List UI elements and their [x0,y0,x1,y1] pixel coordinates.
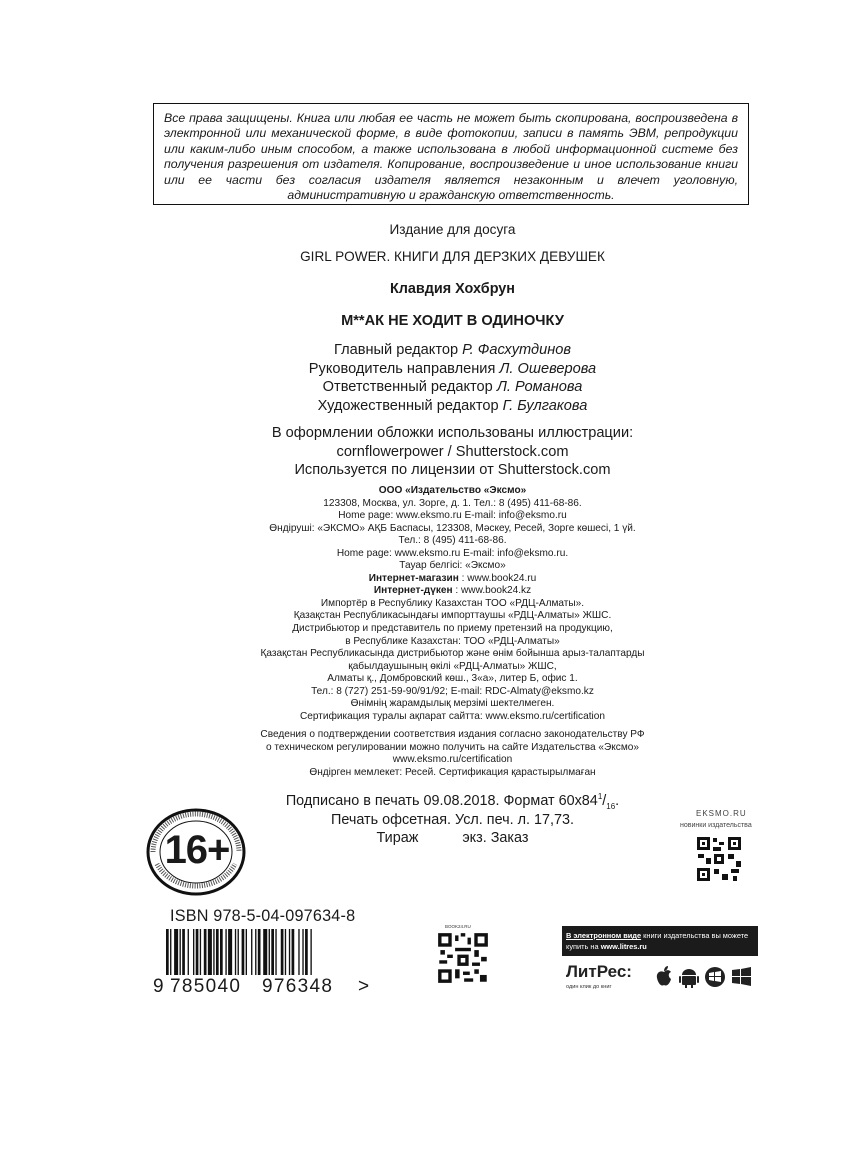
barcode-bar [204,929,207,975]
litres-logo[interactable]: ЛитРес: [566,962,632,981]
barcode-bar [193,929,194,975]
barcode-bar [305,929,308,975]
barcode-digits-right: 976348 [262,976,334,997]
qr-code-eksmo-icon[interactable] [696,836,742,882]
barcode-bar [246,929,247,975]
litres-banner[interactable]: В электронном виде книги издательства вы можете купить на www.litres.ru [562,926,758,956]
barcode-bar [225,929,226,975]
barcode-bar [258,929,261,975]
illustration-line: В оформлении обложки использованы иллюстрации: [271,425,634,441]
age-rating-badge [145,808,247,896]
barcode-bar [269,929,270,975]
barcode-bar [255,929,256,975]
barcode-bar [281,929,284,975]
print-method: Печать офсетная. Усл. печ. л. 17,73. [330,811,575,828]
barcode-bar [263,929,267,975]
barcode-bar [182,929,185,975]
publisher-block [0,485,845,780]
barcode-bar [220,929,223,975]
barcode-bar [196,929,199,975]
credit-responsible-editor: Ответственный редактор Л. Романова [322,379,583,396]
barcode-bar [271,929,274,975]
certification-line: www.eksmo.ru/certification [392,754,513,766]
online-shop: Интернет-магазин : www.book24.ru [368,572,537,584]
distributor-line: Қазақстан Республикасындағы импорттаушы «РДЦ-Алматы» ЖШС. [293,610,612,622]
barcode-bar [228,929,232,975]
book24-label: BOOK24.RU [445,924,471,929]
online-shop-kz: Интернет-дүкен : www.book24.kz [373,585,532,597]
qr-code-book24-icon[interactable] [437,932,489,984]
publisher-address: 123308, Москва, ул. Зорге, д. 1. Тел.: 8 (495) 411-68-86. [323,497,582,509]
author-name: Клавдия Хохбрун [390,281,515,297]
eksmo-subtitle: новинки издательства [680,822,752,829]
publisher-homepage: Home page: www.eksmo.ru E-mail: info@eksmo.ru [338,510,567,522]
series-title: GIRL POWER. КНИГИ ДЛЯ ДЕРЗКИХ ДЕВУШЕК [300,249,605,264]
barcode-bar [216,929,219,975]
windows-icon [732,967,751,986]
barcode-bar [285,929,286,975]
barcode-bar [310,929,311,975]
certification-line: о техническом регулировании можно получить на сайте Издательства «Эксмо» [266,741,639,753]
barcode-bar [170,929,171,975]
barcode-bar [208,929,212,975]
distributor-line: Дистрибьютор и представитель по приему претензий на продукцию, [292,623,613,635]
eksmo-logo: EKSMO.RU [696,809,747,818]
book-title: М**АК НЕ ХОДИТ В ОДИНОЧКУ [341,313,564,329]
distributor-line: в Республике Казахстан: ТОО «РДЦ-Алматы» [345,635,560,647]
barcode-bar [213,929,214,975]
barcode-bar [166,929,169,975]
publisher-kz-phone: Тел.: 8 (495) 411-68-86. [398,535,507,547]
barcode-bar [238,929,239,975]
barcode-digit-first: 9 [153,976,164,997]
credit-direction-head: Руководитель направления Л. Ошеверова [308,360,597,377]
credits-block [0,341,845,415]
barcode-bar [302,929,303,975]
barcode-bar [242,929,245,975]
barcode-bar [292,929,295,975]
illustration-line: Используется по лицензии от Shutterstock.com [294,462,611,479]
illustration-line: cornflowerpower / Shutterstock.com [336,443,569,460]
barcode-bar [188,929,189,975]
distributor-line: Импортёр в Республику Казахстан ТОО «РДЦ-Алматы». [320,597,585,609]
certification-line: Өндірген мемлекет: Ресей. Сертификация қарастырылмаған [309,767,596,779]
platform-icons [654,965,758,989]
barcode-bar [298,929,299,975]
distributor-line: Өнімнің жарамдылық мерзімі шектелмеген. [350,698,555,710]
android-icon [679,969,699,988]
print-run: Тираж экз. Заказ [376,830,529,847]
windows-phone-icon [705,967,725,987]
barcode-bar [251,929,252,975]
isbn-number: ISBN 978-5-04-097634-8 [170,907,356,925]
edition-type: Издание для досуга [389,222,516,237]
apple-icon [657,966,671,986]
credit-chief-editor: Главный редактор Р. Фасхутдинов [334,342,571,358]
publisher-name: ООО «Издательство «Эксмо» [378,485,527,496]
barcode [166,929,356,975]
distributor-line: Қазақстан Республикасында дистрибьютор және өнім бойынша арыз-талаптарды [260,648,645,660]
print-signed: Подписано в печать 09.08.2018. Формат $60x84^1/_{16}$. [285,792,620,811]
barcode-bar [174,929,178,975]
publisher-trademark: Тауар белгісі: «Эксмо» [399,560,506,572]
certification-line: Сведения о подтверждении соответствия издания согласно законодательству РФ [260,729,645,741]
litres-tagline: один клик до книг [566,984,612,990]
barcode-bar [180,929,181,975]
distributor-line: Сертификация туралы ақпарат сайтта: www.eksmo.ru/certification [300,710,605,722]
age-rating-text: 16+ [164,828,230,872]
illustration-credits [0,424,845,480]
barcode-digits-left: 785040 [170,976,242,997]
credit-art-editor: Художественный редактор Г. Булгакова [317,397,588,414]
barcode-bar [275,929,276,975]
publisher-kz-homepage: Home page: www.eksmo.ru E-mail: info@eksmo.ru. [336,547,569,559]
rights-notice: Все права защищены. Книга или любая ее часть не может быть скопирована, воспроизведена в электронной или механической форме, в виде фотокопии, записи в память ЭВМ, репродукции или каким-либо иным способом, а также использована в любой информационной системе без получения разрешения от издателя. Копирование, воспроизведение и иное использование книги или ее части без согласия издателя является незаконным и влечет уголовную, административную и гражданскую ответственность. [153,103,749,205]
publisher-kz-manufacturer: Өндіруші: «ЭКСМО» АҚБ Баспасы, 123308, Мәскеу, Ресей, Зорге көшесі, 1 үй. [269,522,636,534]
distributor-line: Тел.: 8 (727) 251-59-90/91/92; E-mail: RDC-Almaty@eksmo.kz [311,685,594,697]
distributor-line: Алматы қ., Домбровский көш., 3«а», литер Б, офис 1. [327,673,578,685]
barcode-end-marker: > [358,976,370,997]
barcode-bar [235,929,236,975]
distributor-line: қабылдаушының өкілі «РДЦ-Алматы» ЖШС, [348,660,557,672]
barcode-bar [200,929,201,975]
barcode-bar [289,929,290,975]
